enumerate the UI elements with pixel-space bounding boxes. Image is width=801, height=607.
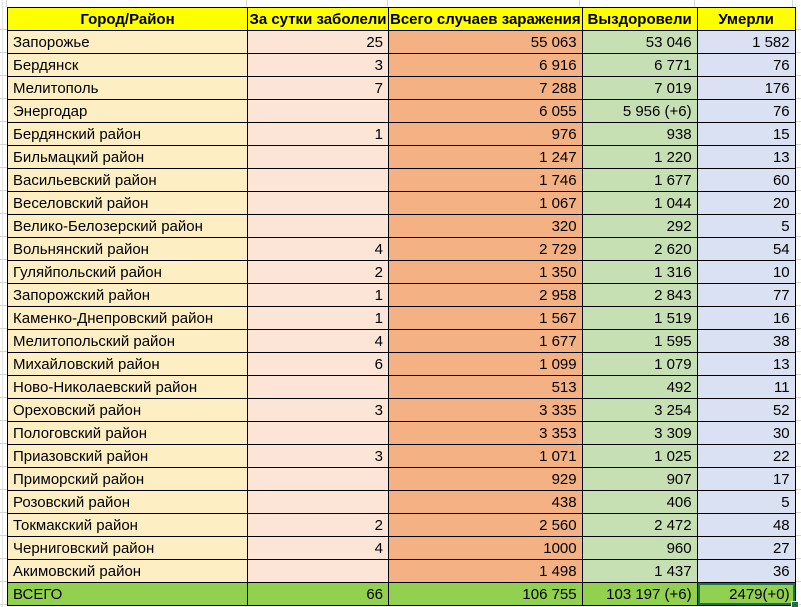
table-row	[8, 376, 796, 399]
city-cell[interactable]: Приморский район	[8, 468, 248, 491]
recovered-cell[interactable]: 1 677	[582, 169, 697, 192]
city-cell[interactable]: Вольнянский район	[8, 238, 248, 261]
recovered-cell[interactable]: 907	[582, 468, 697, 491]
city-cell[interactable]: Розовский район	[8, 491, 248, 514]
city-cell[interactable]: Запорожье	[8, 31, 248, 54]
covid-stats-table	[7, 7, 796, 606]
city-cell[interactable]: Токмакский район	[8, 514, 248, 537]
city-cell[interactable]: Бильмацкий район	[8, 146, 248, 169]
died-cell[interactable]: 11	[697, 376, 795, 399]
total-cases-cell[interactable]: 6 916	[389, 54, 583, 77]
died-cell[interactable]: 17	[697, 468, 795, 491]
died-cell[interactable]: 10	[697, 261, 795, 284]
total-cases-cell[interactable]: 1 099	[389, 353, 583, 376]
city-cell[interactable]: Черниговский район	[8, 537, 248, 560]
recovered-cell[interactable]: 3 309	[582, 422, 697, 445]
recovered-cell[interactable]: 1 079	[582, 353, 697, 376]
city-cell[interactable]: Ореховский район	[8, 399, 248, 422]
header-daily[interactable]: За сутки заболели	[248, 8, 389, 31]
table-row	[8, 77, 796, 100]
daily-cases-cell[interactable]: 3	[248, 399, 389, 422]
daily-cases-cell[interactable]: 4	[248, 537, 389, 560]
died-cell[interactable]: 76	[697, 100, 795, 123]
top-gridline	[579, 0, 580, 7]
table-row	[8, 192, 796, 215]
died-cell[interactable]: 60	[697, 169, 795, 192]
daily-cases-cell[interactable]	[248, 422, 389, 445]
table-row	[8, 146, 796, 169]
city-cell[interactable]: Мелитопольский район	[8, 330, 248, 353]
recovered-cell[interactable]: 406	[582, 491, 697, 514]
top-gridline	[246, 0, 247, 7]
recovered-cell[interactable]: 2 472	[582, 514, 697, 537]
daily-cases-cell[interactable]: 2	[248, 514, 389, 537]
total-cases-cell[interactable]: 1 498	[389, 560, 583, 583]
died-cell[interactable]: 27	[697, 537, 795, 560]
city-cell[interactable]: Запорожский район	[8, 284, 248, 307]
total-cases-cell[interactable]: 3 335	[389, 399, 583, 422]
died-cell[interactable]: 20	[697, 192, 795, 215]
died-cell[interactable]: 76	[697, 54, 795, 77]
total-cases-cell[interactable]: 6 055	[389, 100, 583, 123]
daily-cases-cell[interactable]: 1	[248, 307, 389, 330]
died-cell[interactable]: 30	[697, 422, 795, 445]
recovered-cell[interactable]: 1 220	[582, 146, 697, 169]
top-gridline	[6, 0, 7, 7]
table-row	[8, 284, 796, 307]
total-cases-cell[interactable]: 55 063	[389, 31, 583, 54]
city-cell[interactable]: Велико-Белозерский район	[8, 215, 248, 238]
total-recovered-cell[interactable]: 103 197 (+6)	[582, 583, 697, 606]
daily-cases-cell[interactable]: 7	[248, 77, 389, 100]
header-died[interactable]: Умерли	[697, 8, 795, 31]
died-cell[interactable]: 5	[697, 215, 795, 238]
total-cases-cell[interactable]: 1 071	[389, 445, 583, 468]
daily-cases-cell[interactable]	[248, 376, 389, 399]
daily-cases-cell[interactable]: 2	[248, 261, 389, 284]
table-row	[8, 353, 796, 376]
table-row	[8, 100, 796, 123]
city-cell[interactable]: Ново-Николаевский район	[8, 376, 248, 399]
recovered-cell[interactable]: 1 044	[582, 192, 697, 215]
total-cases-cell[interactable]: 929	[389, 468, 583, 491]
city-cell[interactable]: Пологовский район	[8, 422, 248, 445]
city-cell[interactable]: Энергодар	[8, 100, 248, 123]
died-cell[interactable]: 48	[697, 514, 795, 537]
recovered-cell[interactable]: 492	[582, 376, 697, 399]
city-cell[interactable]: Бердянск	[8, 54, 248, 77]
died-cell[interactable]: 77	[697, 284, 795, 307]
total-cases-cell[interactable]: 1 067	[389, 192, 583, 215]
daily-cases-cell[interactable]: 3	[248, 445, 389, 468]
table-row	[8, 31, 796, 54]
total-cases-cell[interactable]: 1 677	[389, 330, 583, 353]
died-cell[interactable]: 52	[697, 399, 795, 422]
total-cases-cell[interactable]: 1000	[389, 537, 583, 560]
top-gridline	[387, 0, 388, 7]
top-gridline	[792, 0, 793, 7]
city-cell[interactable]: Каменко-Днепровский район	[8, 307, 248, 330]
recovered-cell[interactable]: 5 956 (+6)	[582, 100, 697, 123]
daily-cases-cell[interactable]: 1	[248, 284, 389, 307]
recovered-cell[interactable]: 6 771	[582, 54, 697, 77]
died-cell[interactable]: 54	[697, 238, 795, 261]
recovered-cell[interactable]: 960	[582, 537, 697, 560]
table-row	[8, 399, 796, 422]
recovered-cell[interactable]: 2 620	[582, 238, 697, 261]
total-died-cell-selected[interactable]: 2479(+0)	[697, 583, 795, 606]
died-cell[interactable]: 15	[697, 123, 795, 146]
died-cell[interactable]: 38	[697, 330, 795, 353]
recovered-cell[interactable]: 53 046	[582, 31, 697, 54]
header-row	[8, 8, 796, 31]
daily-cases-cell[interactable]	[248, 491, 389, 514]
died-cell[interactable]: 22	[697, 445, 795, 468]
table-row	[8, 238, 796, 261]
recovered-cell[interactable]: 292	[582, 215, 697, 238]
died-cell[interactable]: 5	[697, 491, 795, 514]
daily-cases-cell[interactable]: 1	[248, 123, 389, 146]
table-row	[8, 468, 796, 491]
table-row	[8, 307, 796, 330]
daily-cases-cell[interactable]: 4	[248, 238, 389, 261]
table-row	[8, 560, 796, 583]
total-cases-cell[interactable]: 2 958	[389, 284, 583, 307]
daily-cases-cell[interactable]: 4	[248, 330, 389, 353]
city-cell[interactable]: Приазовский район	[8, 445, 248, 468]
table-row	[8, 514, 796, 537]
recovered-cell[interactable]: 1 437	[582, 560, 697, 583]
total-cases-cell[interactable]: 320	[389, 215, 583, 238]
died-cell[interactable]: 13	[697, 146, 795, 169]
died-cell[interactable]: 176	[697, 77, 795, 100]
total-cases-cell[interactable]: 2 560	[389, 514, 583, 537]
city-cell[interactable]: Акимовский район	[8, 560, 248, 583]
daily-cases-cell[interactable]	[248, 192, 389, 215]
table-row	[8, 123, 796, 146]
table-row	[8, 54, 796, 77]
city-cell[interactable]: Гуляйпольский район	[8, 261, 248, 284]
daily-cases-cell[interactable]: 3	[248, 54, 389, 77]
table-row	[8, 537, 796, 560]
recovered-cell[interactable]: 1 025	[582, 445, 697, 468]
header-recovered[interactable]: Выздоровели	[582, 8, 697, 31]
recovered-cell[interactable]: 2 843	[582, 284, 697, 307]
total-cases-cell[interactable]: 7 288	[389, 77, 583, 100]
city-cell[interactable]: Бердянский район	[8, 123, 248, 146]
died-cell[interactable]: 16	[697, 307, 795, 330]
table-row	[8, 330, 796, 353]
top-gridline	[694, 0, 695, 7]
daily-cases-cell[interactable]	[248, 169, 389, 192]
left-gridline	[2, 0, 3, 607]
header-total[interactable]: Всего случаев заражения	[389, 8, 583, 31]
total-cases-cell[interactable]: 3 353	[389, 422, 583, 445]
table-row	[8, 169, 796, 192]
city-cell[interactable]: Васильевский район	[8, 169, 248, 192]
recovered-cell[interactable]: 1 316	[582, 261, 697, 284]
total-cases-cell[interactable]: 1 746	[389, 169, 583, 192]
recovered-cell[interactable]: 938	[582, 123, 697, 146]
city-cell[interactable]: Веселовский район	[8, 192, 248, 215]
total-cases-cell[interactable]: 513	[389, 376, 583, 399]
total-cases-cell[interactable]: 2 729	[389, 238, 583, 261]
daily-cases-cell[interactable]: 25	[248, 31, 389, 54]
city-cell[interactable]: Мелитополь	[8, 77, 248, 100]
daily-cases-cell[interactable]	[248, 215, 389, 238]
header-city[interactable]: Город/Район	[8, 8, 248, 31]
daily-cases-cell[interactable]: 6	[248, 353, 389, 376]
daily-cases-cell[interactable]	[248, 100, 389, 123]
recovered-cell[interactable]: 3 254	[582, 399, 697, 422]
total-cases-cell[interactable]: 438	[389, 491, 583, 514]
daily-cases-cell[interactable]	[248, 468, 389, 491]
daily-cases-cell[interactable]	[248, 146, 389, 169]
died-cell[interactable]: 1 582	[697, 31, 795, 54]
died-cell[interactable]: 13	[697, 353, 795, 376]
recovered-cell[interactable]: 7 019	[582, 77, 697, 100]
total-cases-cell[interactable]: 1 247	[389, 146, 583, 169]
total-cases-cell[interactable]: 1 567	[389, 307, 583, 330]
city-cell[interactable]: Михайловский район	[8, 353, 248, 376]
table-row	[8, 215, 796, 238]
total-cases-cell[interactable]: 976	[389, 123, 583, 146]
table-row	[8, 491, 796, 514]
total-row	[8, 583, 796, 606]
total-cases-cell[interactable]: 106 755	[389, 583, 583, 606]
total-cases-cell[interactable]: 1 350	[389, 261, 583, 284]
table-row	[8, 422, 796, 445]
total-daily-cell[interactable]: 66	[248, 583, 389, 606]
total-label-cell[interactable]: ВСЕГО	[8, 583, 248, 606]
left-grid-strip	[0, 7, 7, 605]
recovered-cell[interactable]: 1 519	[582, 307, 697, 330]
recovered-cell[interactable]: 1 595	[582, 330, 697, 353]
daily-cases-cell[interactable]	[248, 560, 389, 583]
table-row	[8, 261, 796, 284]
died-cell[interactable]: 36	[697, 560, 795, 583]
table-row	[8, 445, 796, 468]
